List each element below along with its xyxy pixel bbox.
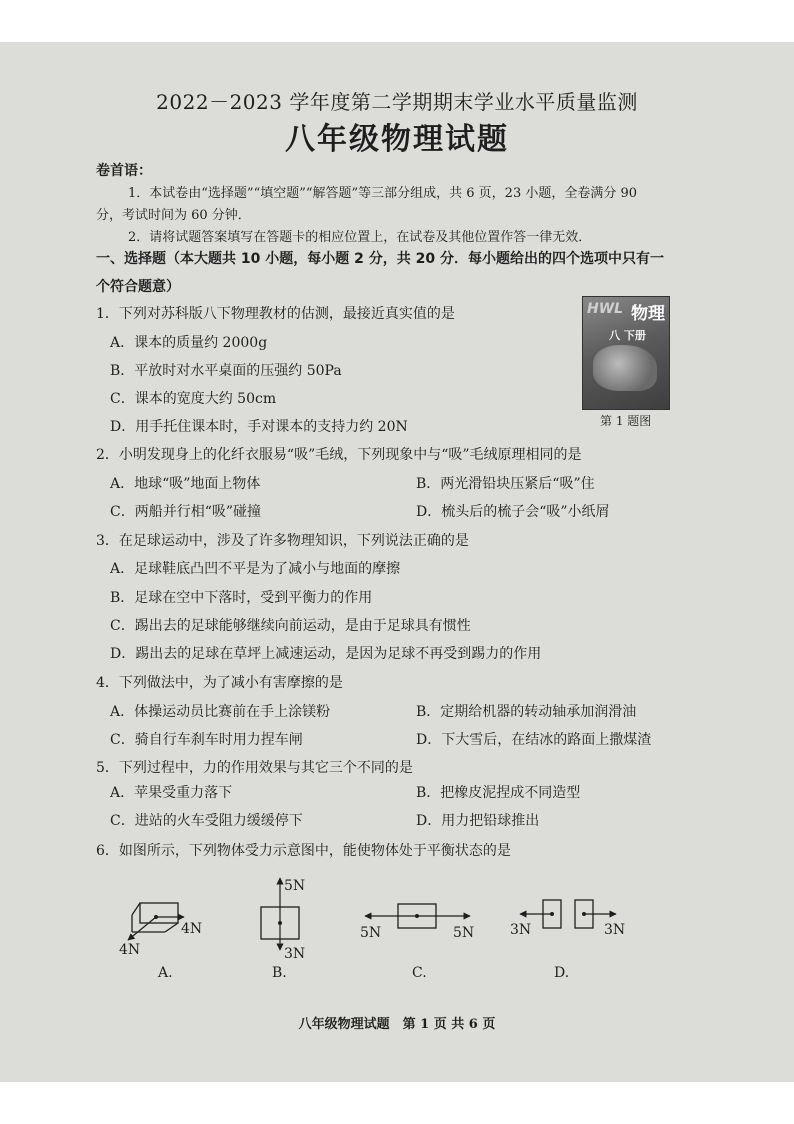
preface-line-1b: 分，考试时间为 60 分钟．: [96, 208, 251, 223]
question-5-option-b: B．把橡皮泥捏成不同造型: [416, 785, 581, 801]
preface-line-2: 2．请将试题答案填写在答题卡的相应位置上，在试卷及其他位置作答一律无效．: [128, 230, 592, 245]
book-cover-illustration: [593, 345, 657, 391]
diagram-d-force-label-1: 3N: [510, 922, 532, 938]
diagram-b: [261, 878, 305, 981]
question-3-option-a: A．足球鞋底凸凹不平是为了减小与地面的摩擦: [110, 561, 401, 577]
question-4-option-a: A．体操运动员比赛前在手上涂镁粉: [110, 704, 331, 720]
question-2-option-c: C．两船并行相“吸”碰撞: [110, 504, 262, 520]
question-5-option-c: C．进站的火车受阻力缓缓停下: [110, 813, 303, 829]
question-3-stem: 3．在足球运动中，涉及了许多物理知识，下列说法正确的是: [96, 533, 469, 549]
question-2-option-d: D．梳头后的梳子会“吸”小纸屑: [416, 504, 610, 520]
diagram-b-label: B.: [272, 965, 287, 981]
question-5-option-d: D．用力把铅球推出: [416, 813, 540, 829]
diagram-b-force-label-1: 5N: [284, 878, 306, 894]
question-1-stem: 1．下列对苏科版八下物理教材的估测，最接近真实值的是: [96, 306, 455, 322]
preface-line-1: 1．本试卷由“选择题”“填空题”“解答题”等三部分组成，共 6 页，23 小题，全卷满分 90: [128, 186, 638, 201]
question-6-stem: 6．如图所示，下列物体受力示意图中，能使物体处于平衡状态的是: [96, 843, 511, 859]
book-subtitle: 八 下册: [609, 329, 646, 342]
preface-heading: 卷首语：: [96, 163, 152, 179]
book-title: 物理: [631, 304, 665, 324]
question-3-option-d: D．踢出去的足球在草坪上减速运动，是因为足球不再受到踢力的作用: [110, 646, 542, 662]
question-5-stem: 5．下列过程中，力的作用效果与其它三个不同的是: [96, 760, 413, 776]
diagram-d: [510, 900, 625, 981]
question-5-option-a: A．苹果受重力落下: [110, 785, 233, 801]
diagram-a: [119, 903, 202, 981]
diagram-a-edge: [165, 923, 178, 932]
diagram-b-force-label-2: 3N: [284, 946, 306, 962]
question-1-option-d: D．用手托住课本时，手对课本的支持力约 20N: [110, 419, 408, 435]
question-2-option-b: B．两光滑铅块压紧后“吸”住: [416, 476, 595, 492]
question-4-stem: 4．下列做法中，为了减小有害摩擦的是: [96, 675, 343, 691]
question-1-option-a: A．课本的质量约 2000g: [110, 335, 268, 351]
question-4-option-d: D．下大雪后，在结冰的路面上撒煤渣: [416, 732, 652, 748]
diagram-d-force-label-2: 3N: [604, 922, 626, 938]
question-3-option-c: C．踢出去的足球能够继续向前运动，是由于足球具有惯性: [110, 618, 471, 634]
exam-subject: 八年级物理试题: [285, 122, 509, 157]
section-heading-line-1: 一、选择题（本大题共 10 小题，每小题 2 分，共 20 分．每小题给出的四个选项中只有一: [96, 251, 664, 267]
question-4-option-b: B．定期给机器的转动轴承加润滑油: [416, 704, 637, 720]
question-4-option-c: C．骑自行车刹车时用力捏车闸: [110, 732, 303, 748]
figure-1-caption: 第 1 题图: [600, 414, 652, 428]
question-2-option-a: A．地球“吸”地面上物体: [110, 476, 261, 492]
question-1-option-c: C．课本的宽度大约 50cm: [110, 391, 277, 407]
question-6-force-diagrams: [0, 870, 794, 990]
question-1-option-b: B．平放时对水平桌面的压强约 50Pa: [110, 363, 342, 379]
diagram-d-label: D.: [554, 965, 570, 981]
diagram-c-force-label-2: 5N: [453, 925, 475, 941]
book-logo: HWL: [587, 301, 624, 317]
diagram-c-label: C.: [412, 965, 427, 981]
page-footer: 八年级物理试题 第 1 页 共 6 页: [298, 1017, 496, 1032]
diagram-a-edge: [132, 903, 140, 915]
diagram-c: [360, 904, 474, 981]
question-3-option-b: B．足球在空中下落时，受到平衡力的作用: [110, 590, 373, 606]
diagram-a-force-label-1: 4N: [181, 921, 203, 937]
diagram-a-force-label-2: 4N: [119, 942, 141, 958]
exam-title: 2022－2023 学年度第二学期期末学业水平质量监测: [156, 90, 638, 114]
diagram-c-force-label-1: 5N: [360, 925, 382, 941]
section-heading-line-2: 个符合题意）: [96, 279, 180, 295]
diagram-a-label: A.: [158, 965, 173, 981]
textbook-cover-image: [582, 296, 670, 410]
question-2-stem: 2．小明发现身上的化纤衣服易“吸”毛绒，下列现象中与“吸”毛绒原理相同的是: [96, 447, 582, 463]
diagram-a-block: [140, 903, 178, 923]
